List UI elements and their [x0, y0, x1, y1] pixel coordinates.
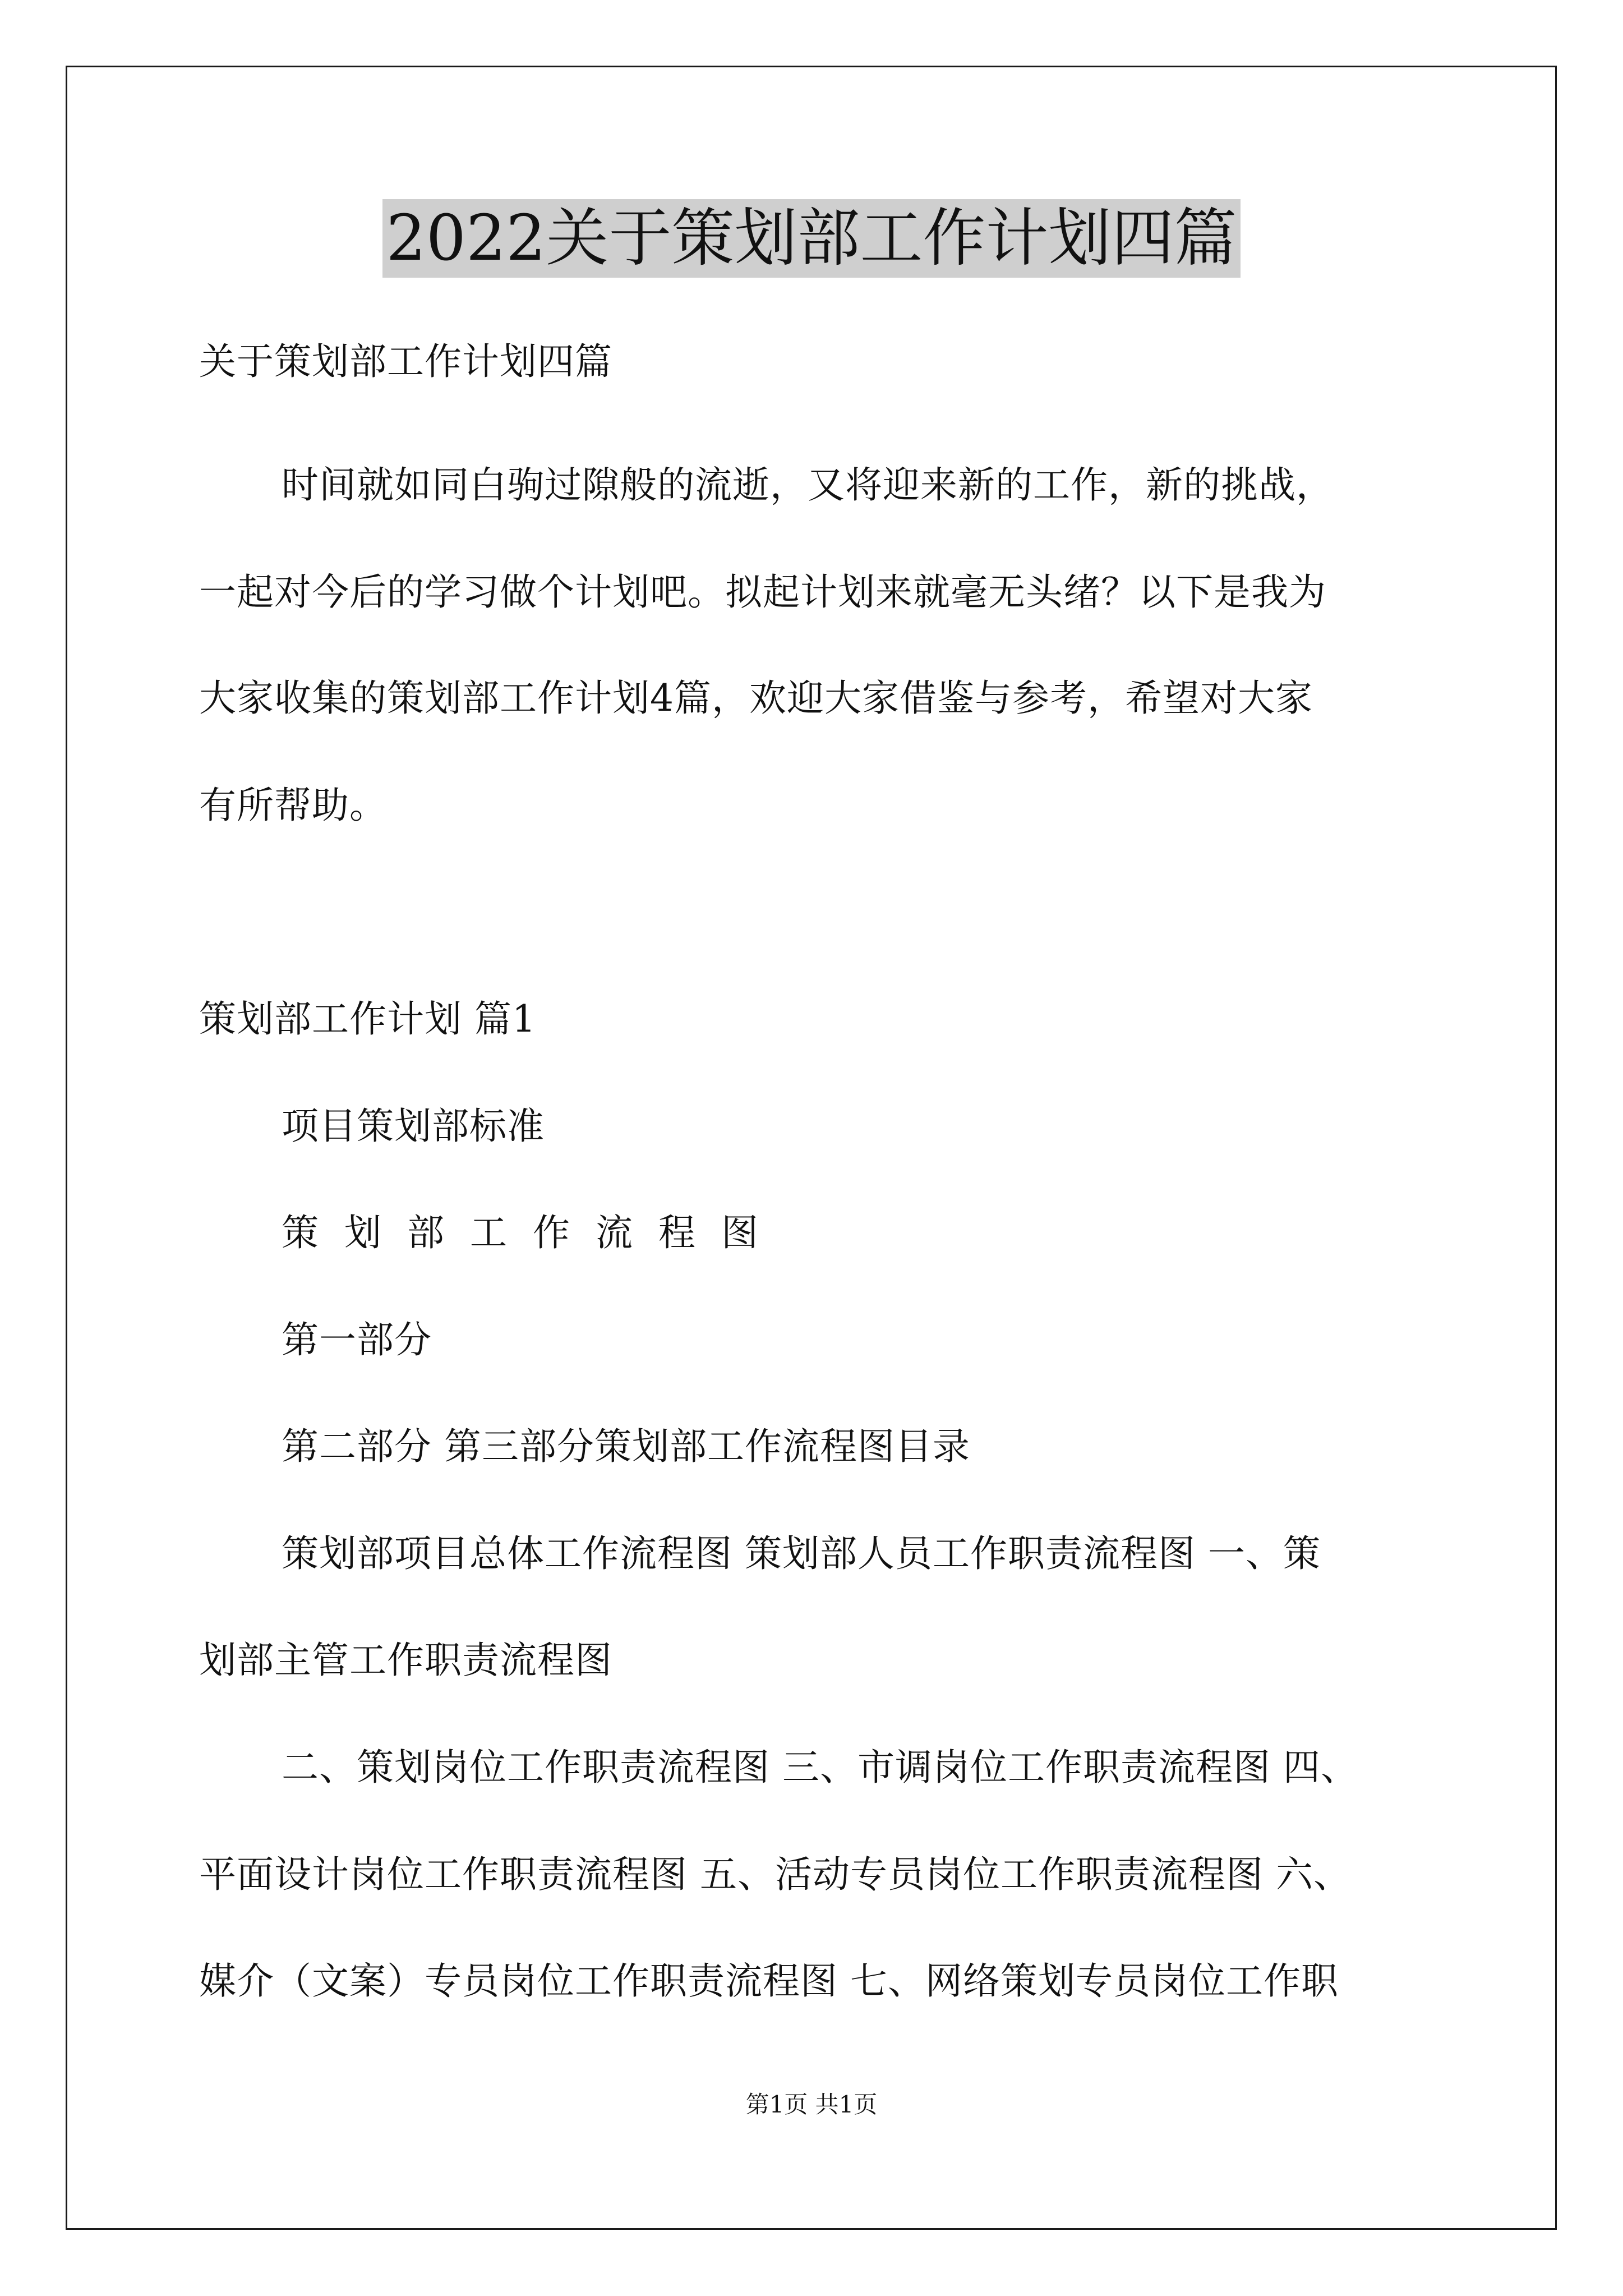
paragraph-line: 策划部项目总体工作流程图 策划部人员工作职责流程图 一、策: [282, 1532, 1321, 1575]
paragraph-line: 一起对今后的学习做个计划吧。拟起计划来就毫无头绪？以下是我为: [199, 570, 1326, 614]
paragraph-line: 第一部分: [282, 1318, 432, 1361]
paragraph-line: 二、策划岗位工作职责流程图 三、市调岗位工作职责流程图 四、: [282, 1746, 1358, 1789]
paragraph-line: 大家收集的策划部工作计划4篇，欢迎大家借鉴与参考，希望对大家: [199, 677, 1313, 720]
subtitle-line: 关于策划部工作计划四篇: [199, 340, 612, 383]
section-heading: 策划部工作计划 篇1: [199, 997, 536, 1041]
page-footer: 第1页 共1页: [745, 2091, 878, 2118]
paragraph-line: 有所帮助。: [199, 784, 387, 827]
paragraph-line: 划部主管工作职责流程图: [199, 1639, 612, 1682]
paragraph-line: 时间就如同白驹过隙般的流逝，又将迎来新的工作，新的挑战，: [282, 463, 1334, 507]
title-container: [0, 199, 1623, 278]
paragraph-line: 策划部工作流程图: [282, 1211, 784, 1254]
document-title: 2022关于策划部工作计划四篇: [382, 199, 1240, 278]
paragraph-line: 平面设计岗位工作职责流程图 五、活动专员岗位工作职责流程图 六、: [199, 1853, 1351, 1896]
paragraph-line: 项目策划部标准: [282, 1105, 545, 1148]
paragraph-line: 第二部分 第三部分策划部工作流程图目录: [282, 1425, 970, 1468]
paragraph-line: 媒介（文案）专员岗位工作职责流程图 七、网络策划专员岗位工作职: [199, 1959, 1339, 2003]
